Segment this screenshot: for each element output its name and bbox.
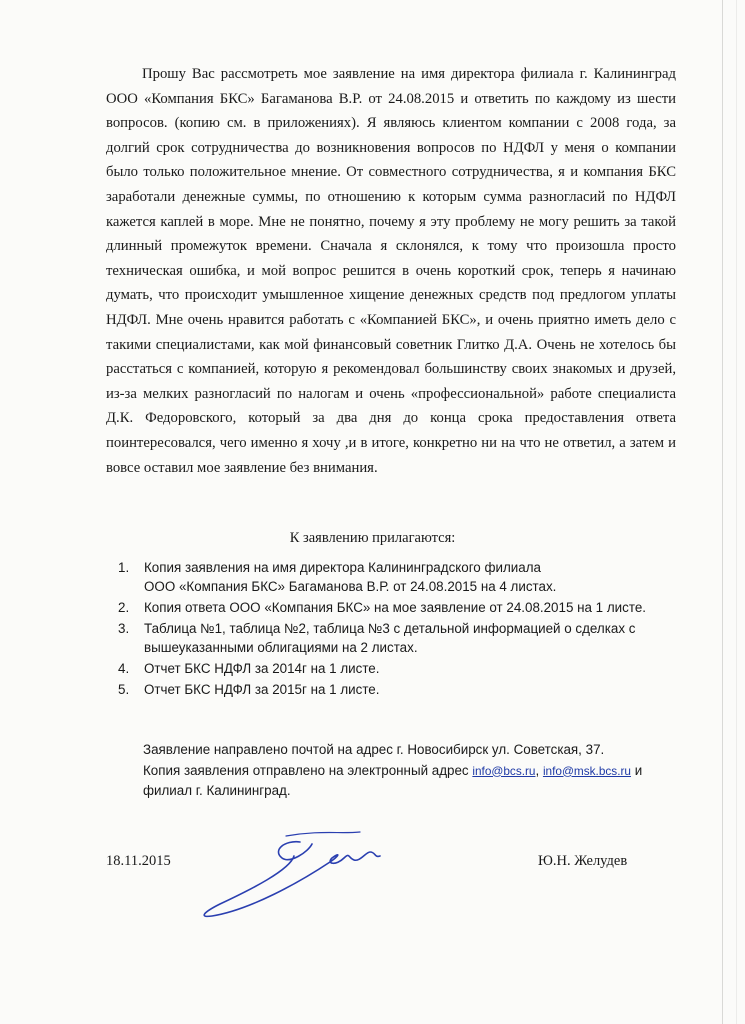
attachment-text: Копия заявления на имя директора Калининградского филиала xyxy=(144,560,541,575)
email-link-bcs[interactable]: info@bcs.ru xyxy=(472,763,536,778)
delivery-note xyxy=(143,740,683,802)
attachment-item xyxy=(118,619,678,657)
attachment-number: 2. xyxy=(118,600,130,615)
delivery-email-suffix: и xyxy=(630,762,643,778)
handwritten-signature xyxy=(190,822,390,922)
attachment-text: Отчет БКС НДФЛ за 2014г на 1 листе. xyxy=(144,661,380,676)
attachments-title: К заявлению прилагаются: xyxy=(289,530,456,546)
email-separator: , xyxy=(535,762,543,778)
letter-body: Прошу Вас рассмотреть мое заявление на имя директора филиала г. Калининград ООО «Компания БКС» Багаманова В.Р. от 24.08.2015 и ответить по каждому из шести вопросов. (копию см. в приложениях). Я являюсь клиентом компании с 2008 года, за долгий срок сотрудничества до возникновения вопросов по НДФЛ у меня о компании было только положительное мнение. От совместного сотрудничества, я и компания БКС заработали денежные суммы, по отношению к которым сумма разногласий по НДФЛ кажется каплей в море. Мне не понятно, почему я эту проблему не могу решить за такой длинный промежуток времени. Сначала я склонялся, к тому что произошла просто техническая ошибка, и мой вопрос решится в очень короткий срок, теперь я начинаю думать, что происходит умышленное хищение денежных средств под предлогом уплаты НДФЛ. Мне очень нравится работать с «Компанией БКС», и очень приятно иметь дело с такими специалистами, как мой финансовый советник Глитко Д.А. Очень не хотелось бы расстаться с компанией, которую я рекомендовал большинству своих знакомых и друзей, из-за мелких разногласий по налогам и очень «профессиональной» работе специалиста Д.К. Федоровского, который за два дня до конца срока предоставления ответа поинтересовался, чего именно я хочу ,и в итоге, конкретно ни на что не ответил, а затем и вовсе оставил мое заявление без внимания. xyxy=(106,66,676,476)
delivery-branch: филиал г. Калининград. xyxy=(143,783,291,798)
attachment-item xyxy=(118,558,678,596)
letter-date: 18.11.2015 xyxy=(106,853,171,869)
attachment-number: 1. xyxy=(118,560,130,575)
page-edge-outer xyxy=(736,0,737,1024)
attachments-list xyxy=(118,558,678,701)
delivery-email-line xyxy=(143,761,683,782)
delivery-email-prefix: Копия заявления отправлено на электронный адрес xyxy=(143,762,473,778)
email-link-msk[interactable]: info@msk.bcs.ru xyxy=(542,763,631,778)
attachment-item xyxy=(118,680,678,699)
attachment-text: Таблица №1, таблица №2, таблица №3 с детальной информацией о сделках с xyxy=(144,621,636,636)
page-edge xyxy=(722,0,723,1024)
attachment-text-cont: ООО «Компания БКС» Багаманова В.Р. от 24.08.2015 на 4 листах. xyxy=(144,579,557,594)
attachment-text: Копия ответа ООО «Компания БКС» на мое заявление от 24.08.2015 на 1 листе. xyxy=(144,600,646,615)
attachment-text-cont: вышеуказанными облигациями на 2 листах. xyxy=(144,640,418,655)
delivery-postal: Заявление направлено почтой на адрес г. Новосибирск ул. Советская, 37. xyxy=(143,742,605,757)
signer-name: Ю.Н. Желудев xyxy=(538,853,628,869)
attachment-number: 3. xyxy=(118,621,130,636)
attachment-item xyxy=(118,659,678,678)
attachment-number: 4. xyxy=(118,661,130,676)
attachment-item xyxy=(118,598,678,617)
attachment-text: Отчет БКС НДФЛ за 2015г на 1 листе. xyxy=(144,682,380,697)
attachment-number: 5. xyxy=(118,682,130,697)
